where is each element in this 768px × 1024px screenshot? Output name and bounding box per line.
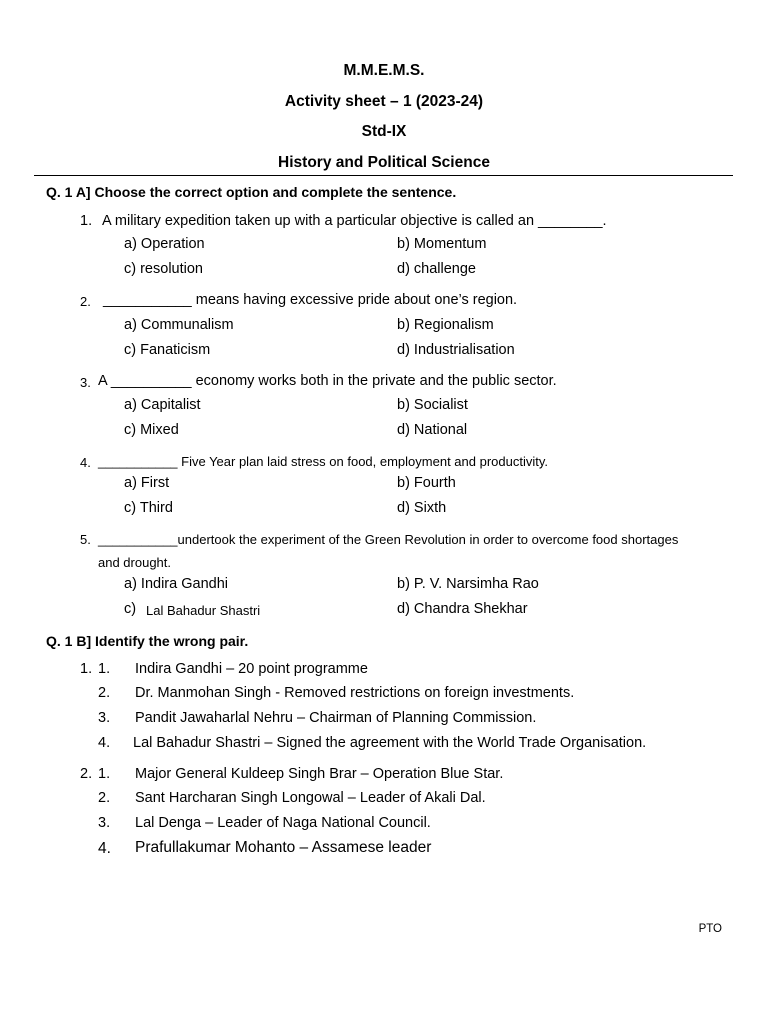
pair-number: 1. [98, 766, 111, 782]
pair-text: Dr. Manmohan Singh - Removed restrictions on foreign investments. [135, 685, 575, 701]
pair-number: 3. [98, 815, 111, 831]
option-c: c) Fanaticism [124, 342, 211, 358]
sheet-title: Activity sheet – 1 (2023-24) [284, 93, 484, 110]
pair-number: 4. [98, 840, 111, 857]
question-number: 3. [80, 375, 91, 390]
pair-number: 1. [98, 661, 111, 677]
question-text: A military expedition taken up with a particular objective is called an ________. [102, 213, 607, 229]
pair-text: Indira Gandhi – 20 point programme [135, 661, 368, 677]
pair-text: Sant Harcharan Singh Longowal – Leader of Akali Dal. [135, 790, 486, 806]
option-c: c) Third [124, 500, 173, 516]
option-a: a) First [124, 475, 170, 491]
option-b: b) P. V. Narsimha Rao [397, 576, 539, 592]
pair-text: Prafullakumar Mohanto – Assamese leader [135, 839, 432, 856]
school-name: M.M.E.M.S. [343, 62, 425, 79]
option-b: b) Socialist [397, 397, 468, 413]
question-text: A __________ economy works both in the private and the public sector. [98, 373, 557, 389]
standard: Std-IX [361, 123, 407, 140]
subject-title: History and Political Science [278, 154, 490, 171]
pair-text: Lal Bahadur Shastri – Signed the agreement with the World Trade Organisation. [133, 735, 647, 751]
option-b: b) Regionalism [397, 317, 494, 333]
option-d: d) Chandra Shekhar [397, 601, 528, 617]
option-c: Lal Bahadur Shastri [146, 603, 261, 618]
option-d: d) challenge [397, 261, 476, 277]
question-number: 2. [80, 294, 91, 309]
group-number: 2. [80, 766, 93, 782]
section-b-title: Q. 1 B] Identify the wrong pair. [46, 633, 249, 649]
option-a: a) Communalism [124, 317, 234, 333]
pair-text: Lal Denga – Leader of Naga National Council. [135, 815, 431, 831]
option-b: b) Momentum [397, 236, 487, 252]
question-text-continued: and drought. [98, 555, 172, 570]
option-c: c) resolution [124, 261, 203, 277]
option-c: c) Mixed [124, 422, 179, 438]
option-d: d) National [397, 422, 468, 438]
question-number: 1. [80, 213, 93, 229]
header-divider [34, 175, 733, 176]
option-d: d) Sixth [397, 500, 447, 516]
pair-number: 2. [98, 685, 111, 701]
question-number: 4. [80, 455, 91, 470]
page-turn-over: PTO [698, 923, 722, 935]
option-a: a) Indira Gandhi [124, 576, 228, 592]
pair-text: Pandit Jawaharlal Nehru – Chairman of Planning Commission. [135, 710, 537, 726]
option-b: b) Fourth [397, 475, 456, 491]
option-a: a) Capitalist [124, 397, 201, 413]
question-number: 5. [80, 532, 91, 547]
pair-number: 2. [98, 790, 111, 806]
group-number: 1. [80, 661, 93, 677]
pair-text: Major General Kuldeep Singh Brar – Operation Blue Star. [135, 766, 504, 782]
option-d: d) Industrialisation [397, 342, 515, 358]
option-c-marker: c) [124, 601, 137, 617]
question-text: ___________undertook the experiment of the Green Revolution in order to overcome food shortages [98, 532, 679, 547]
pair-number: 4. [98, 735, 111, 751]
option-a: a) Operation [124, 236, 205, 252]
question-text: ___________ means having excessive pride about one’s region. [103, 292, 518, 308]
pair-number: 3. [98, 710, 111, 726]
question-text: ___________ Five Year plan laid stress on food, employment and productivity. [98, 454, 548, 469]
section-a-title: Q. 1 A] Choose the correct option and complete the sentence. [46, 184, 457, 200]
